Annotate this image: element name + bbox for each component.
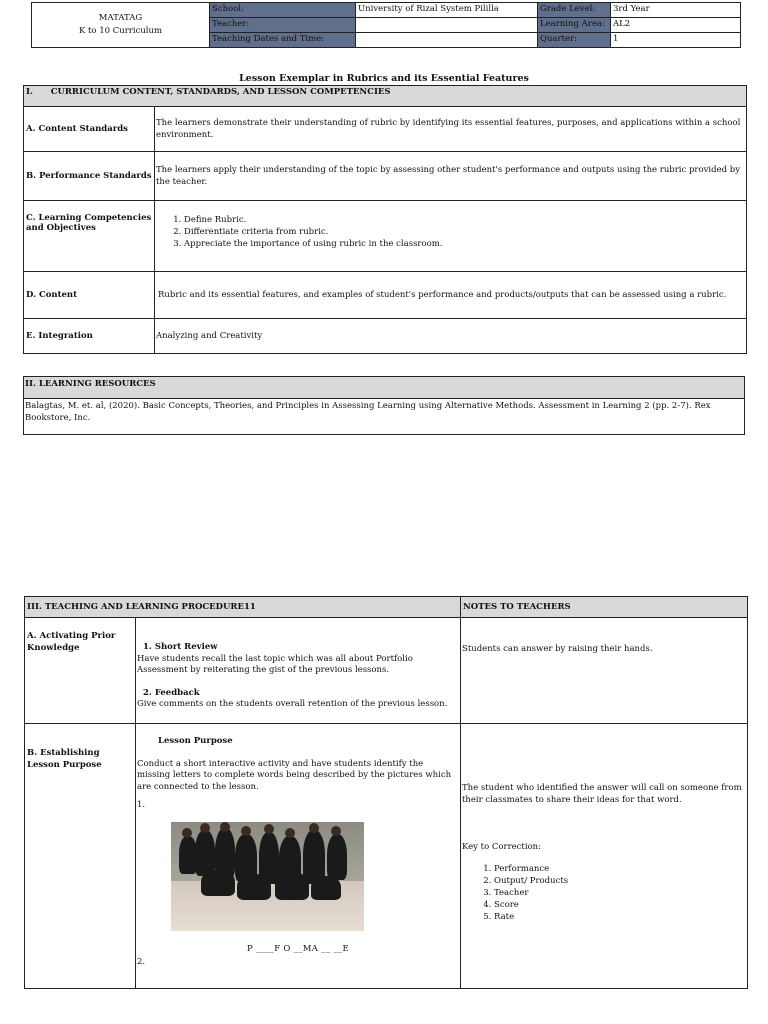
- grade-value: 3rd Year: [611, 3, 741, 18]
- purpose-text: Conduct a short interactive activity and have students identify the missing letters to complete words being described by the pictures which are connected to the lesson.: [137, 758, 452, 792]
- curriculum-table: [23, 85, 747, 354]
- integration-text: Analyzing and Creativity: [155, 319, 747, 354]
- key-item: 4. Score: [494, 899, 746, 911]
- content-standards-text: The learners demonstrate their understanding of rubric by identifying its essential features, purposes, and applications within a school environment.: [155, 107, 747, 152]
- school-label: School:: [210, 3, 356, 18]
- dates-label: Teaching Dates and Time:: [210, 33, 356, 48]
- competencies-list: [184, 214, 745, 250]
- item1-number: 1.: [137, 800, 146, 810]
- procedure-table: [24, 596, 748, 989]
- teacher-value: [356, 18, 538, 33]
- logo-line1: MATATAG: [98, 13, 143, 23]
- notes-heading: NOTES TO TEACHERS: [461, 597, 748, 618]
- review-title: 1. Short Review: [143, 642, 218, 652]
- reference-text: Balagtas, M. et. al, (2020). Basic Concepts, Theories, and Principles in Assessing Learning using Alternative Methods. Assessment in Learning 2 (pp. 2-7). Rex Bookstore, Inc.: [24, 399, 745, 435]
- key-item: 1. Performance: [494, 863, 746, 875]
- performance-standards-text: The learners apply their understanding of the topic by assessing other student's performance and outputs using the rubric provided by the teacher.: [155, 152, 747, 201]
- item2-number: 2.: [137, 957, 146, 967]
- activating-note-cell: [461, 618, 748, 724]
- purpose-note-cell: [461, 724, 748, 989]
- purpose-title: Lesson Purpose: [158, 736, 233, 746]
- content-text: Rubric and its essential features, and examples of student's performance and products/outputs that can be assessed using a rubric.: [155, 272, 747, 319]
- key-title: Key to Correction:: [462, 842, 542, 852]
- key-list: [494, 863, 746, 923]
- activating-note: Students can answer by raising their hands.: [462, 644, 653, 654]
- school-value: University of Rizal System Pililla: [356, 3, 538, 18]
- key-item: 3. Teacher: [494, 887, 746, 899]
- activating-cell: [136, 618, 461, 724]
- competencies-label: C. Learning Competencies and Objectives: [24, 201, 155, 272]
- feedback-text: Give comments on the students overall retention of the previous lesson.: [137, 699, 448, 709]
- document-title: Lesson Exemplar in Rubrics and its Essential Features: [239, 73, 529, 84]
- integration-label: E. Integration: [24, 319, 155, 354]
- curriculum-logo-cell: [32, 3, 210, 48]
- content-standards-label: A. Content Standards: [24, 107, 155, 152]
- purpose-label: B. Establishing Lesson Purpose: [25, 724, 136, 989]
- quarter-value: 1: [611, 33, 741, 48]
- section3-heading: III. TEACHING AND LEARNING PROCEDURE11: [25, 597, 461, 618]
- grade-label: Grade Level:: [538, 3, 611, 18]
- teacher-label: Teacher:: [210, 18, 356, 33]
- area-value: AL2: [611, 18, 741, 33]
- key-item: 5. Rate: [494, 911, 746, 923]
- area-label: Learning Area:: [538, 18, 611, 33]
- review-text: Have students recall the last topic which was all about Portfolio Assessment by reiterating the gist of the previous lessons.: [137, 653, 413, 675]
- competency-item: 3. Appreciate the importance of using rubric in the classroom.: [184, 238, 745, 250]
- dates-value: [356, 33, 538, 48]
- content-label: D. Content: [24, 272, 155, 319]
- section2-heading: II. LEARNING RESOURCES: [24, 377, 745, 399]
- feedback-title: 2. Feedback: [143, 687, 200, 698]
- section1-heading: I. CURRICULUM CONTENT, STANDARDS, AND LESSON COMPETENCIES: [24, 86, 747, 107]
- resources-table: [23, 376, 745, 435]
- competency-item: 2. Differentiate criteria from rubric.: [184, 226, 745, 238]
- performance-photo: [171, 822, 364, 931]
- purpose-note: The student who identified the answer will call on someone from their classmates to share their ideas for that word.: [462, 783, 742, 805]
- competencies-cell: [155, 201, 747, 272]
- item1-missing-word: P ____F O __MA __ __E: [247, 943, 349, 954]
- logo-line2: K to 10 Curriculum: [78, 26, 163, 36]
- header-table: [31, 2, 741, 48]
- key-item: 2. Output/ Products: [494, 875, 746, 887]
- performance-standards-label: B. Performance Standards: [24, 152, 155, 201]
- competency-item: 1. Define Rubric.: [184, 214, 745, 226]
- activating-label: A. Activating Prior Knowledge: [25, 618, 136, 724]
- purpose-cell: [136, 724, 461, 989]
- quarter-label: Quarter:: [538, 33, 611, 48]
